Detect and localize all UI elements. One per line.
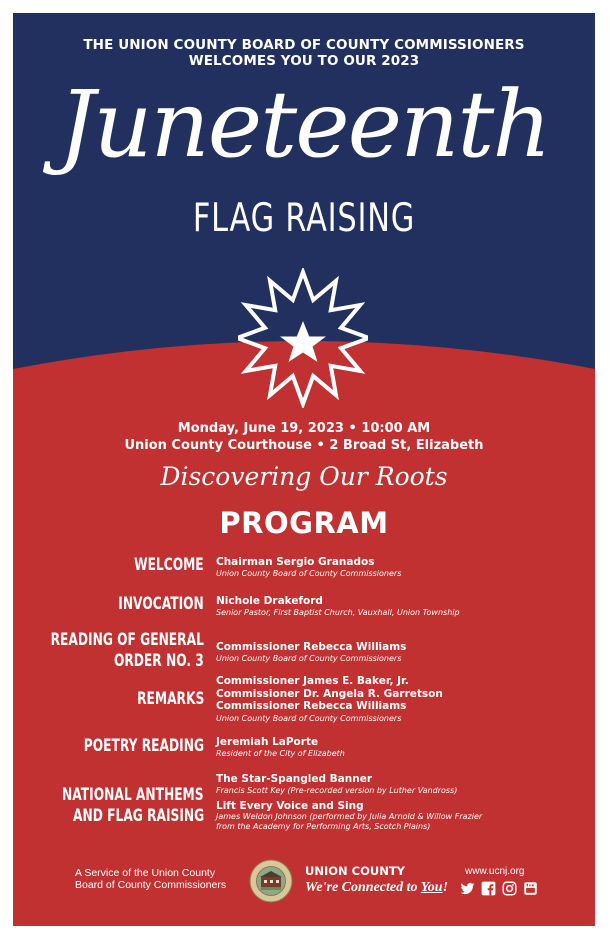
header-line-1: THE UNION COUNTY BOARD OF COUNTY COMMISSIONERS — [83, 37, 525, 53]
service-line-2: Board of County Commissioners — [75, 879, 227, 891]
event-theme: Discovering Our Roots — [160, 462, 448, 491]
twitter-icon[interactable] — [460, 881, 475, 896]
speaker-name: Commissioner Dr. Angela R. Garretson — [216, 687, 443, 700]
speaker-name: Commissioner Rebecca Williams — [216, 700, 407, 712]
program-detail — [216, 736, 345, 759]
program-label: WELCOME — [134, 555, 204, 575]
program-label-line-1: NATIONAL ANTHEMS — [62, 785, 204, 805]
organization-name: UNION COUNTY — [305, 864, 405, 878]
speaker-description: Resident of the City of Elizabeth — [216, 748, 345, 758]
song-title: Lift Every Voice and Sing — [216, 799, 364, 812]
song-description: from the Academy for Performing Arts, Scotch Plains) — [216, 822, 431, 831]
program-detail — [216, 556, 401, 579]
song-description: Francis Scott Key (Pre-recorded version by Luther Vandross) — [216, 785, 458, 795]
speaker-name: Jeremiah LaPorte — [216, 736, 319, 748]
event-subtitle: FLAG RAISING — [192, 196, 416, 241]
speaker-description: Union County Board of County Commissioners — [216, 653, 402, 663]
speaker-name: Nichole Drakeford — [216, 595, 323, 607]
program-detail — [216, 773, 482, 832]
event-location: Union County Courthouse • 2 Broad St, Elizabeth — [124, 438, 484, 453]
county-seal-icon — [249, 859, 293, 903]
event-datetime: Monday, June 19, 2023 • 10:00 AM — [177, 421, 431, 436]
song-description: James Weldon Johnson (performed by Julia Arnold & Willow Frazier — [216, 812, 483, 821]
program-label-line-2: AND FLAG RAISING — [72, 806, 204, 826]
juneteenth-starburst-icon — [238, 268, 368, 408]
program-detail — [216, 595, 460, 618]
tagline-you: You — [420, 880, 443, 895]
program-detail — [216, 641, 406, 664]
tagline-suffix: ! — [442, 880, 449, 895]
youtube-icon[interactable] — [523, 881, 538, 896]
speaker-description: Union County Board of County Commissioners — [216, 568, 402, 578]
program-label: REMARKS — [136, 689, 204, 709]
organization-tagline — [305, 879, 448, 896]
instagram-icon[interactable] — [502, 881, 517, 896]
poster — [13, 13, 595, 926]
website-link[interactable]: www.ucnj.org — [465, 866, 525, 877]
song-title: The Star-Spangled Banner — [216, 773, 373, 785]
header-line-2: WELCOMES YOU TO OUR 2023 — [188, 53, 420, 69]
social-links — [460, 881, 538, 896]
speaker-name: Commissioner James E. Baker, Jr. — [216, 675, 409, 687]
program-detail — [216, 675, 443, 724]
event-title-script: Juneteenth — [58, 71, 550, 178]
speaker-description: Senior Pastor, First Baptist Church, Vauxhall, Union Township — [216, 607, 460, 617]
program-heading: PROGRAM — [219, 506, 389, 540]
speaker-description: Union County Board of County Commissioners — [216, 713, 402, 723]
facebook-icon[interactable] — [481, 881, 496, 896]
speaker-name: Commissioner Rebecca Williams — [216, 641, 407, 653]
program-label-line-1: READING OF GENERAL — [50, 630, 204, 650]
service-line-1: A Service of the Union County — [75, 867, 216, 879]
program-label: INVOCATION — [118, 594, 204, 614]
service-credit — [75, 867, 226, 891]
tagline-prefix: We're Connected to — [305, 880, 421, 895]
program-label: POETRY READING — [83, 736, 204, 756]
event-info — [13, 420, 595, 454]
program-label-line-2: ORDER NO. 3 — [114, 651, 204, 671]
speaker-name: Chairman Sergio Granados — [216, 556, 375, 568]
